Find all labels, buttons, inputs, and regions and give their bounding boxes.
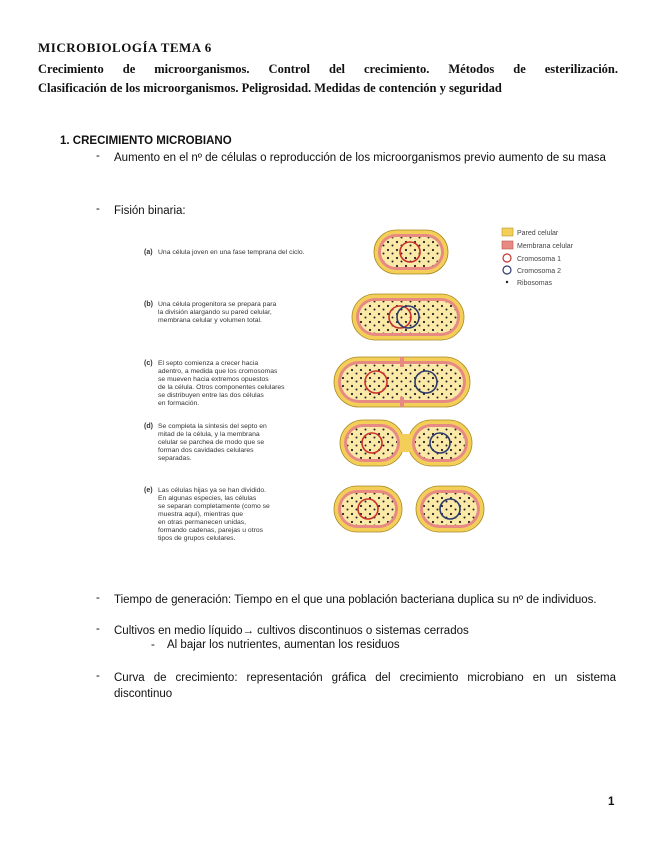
bullet-binary-fission: Fisión binaria: <box>114 205 186 217</box>
document-subtitle <box>38 60 618 98</box>
svg-text:(e): (e) <box>144 487 153 494</box>
svg-text:la división alargando su pared: la división alargando su pared celular, <box>158 309 272 316</box>
svg-text:(c): (c) <box>144 360 153 367</box>
svg-text:El septo comienza a crecer hac: El septo comienza a crecer hacia <box>158 360 259 367</box>
bullet-liquid-cultures: Cultivos en medio líquido→ cultivos discontinuos o sistemas cerrados <box>114 625 469 637</box>
step-b-text <box>144 301 276 324</box>
cell-step-a <box>374 230 448 274</box>
bullet-dash: - <box>96 623 100 635</box>
legend-membrane-swatch <box>502 241 513 249</box>
svg-text:(b): (b) <box>144 301 153 308</box>
bullet-growth-curve: Curva de crecimiento: representación gráfica del crecimiento microbiano en un sistema discontinuo <box>114 672 616 700</box>
bullet-dash: - <box>96 203 100 215</box>
svg-text:separadas.: separadas. <box>158 455 192 462</box>
svg-text:formando cadenas, parejas u ot: formando cadenas, parejas u otros <box>158 527 264 534</box>
binary-fission-figure <box>134 224 584 554</box>
svg-text:adentro, a medida que los crom: adentro, a medida que los cromosomas <box>158 368 278 375</box>
legend-chromosome1-label: Cromosoma 1 <box>517 256 561 263</box>
bullet-generation-time: Tiempo de generación: Tiempo en el que una población bacteriana duplica su nº de individuos. <box>114 594 597 606</box>
sub-bullet-dash: - <box>151 639 155 651</box>
svg-text:se mueven hacia extremos opues: se mueven hacia extremos opuestos <box>158 376 269 383</box>
subtitle-line-1: Crecimiento de microorganismos. Control del crecimiento. Métodos de esterilización. <box>38 62 618 76</box>
legend-ribosome-icon <box>506 281 508 283</box>
svg-text:forman dos cavidades celulares: forman dos cavidades celulares <box>158 447 254 454</box>
svg-text:Una célula progenitora se prep: Una célula progenitora se prepara para <box>158 301 277 308</box>
svg-text:se distribuyen entre las dos c: se distribuyen entre las dos células <box>158 392 264 399</box>
svg-text:de la célula. Otros componente: de la célula. Otros componentes celulares <box>158 384 285 391</box>
svg-text:Las células hijas ya se han di: Las células hijas ya se han dividido. <box>158 487 267 494</box>
bullet-dash: - <box>96 592 100 604</box>
legend-membrane-label: Membrana celular <box>517 243 574 250</box>
svg-text:Una célula joven en una fase t: Una célula joven en una fase temprana del ciclo. <box>158 249 305 256</box>
sub-bullet-nutrients: Al bajar los nutrientes, aumentan los residuos <box>167 639 400 651</box>
svg-text:membrana celular y volumen tot: membrana celular y volumen total. <box>158 317 262 324</box>
svg-text:mitad de la célula, y la membr: mitad de la célula, y la membrana <box>158 431 260 438</box>
cell-step-b <box>352 294 464 340</box>
section-heading: 1. CRECIMIENTO MICROBIANO <box>60 135 232 147</box>
bullet-growth-definition: Aumento en el nº de células o reproducción de los microorganismos previo aumento de su masa <box>114 152 606 164</box>
svg-text:se separan completamente (como: se separan completamente (como se <box>158 503 270 510</box>
svg-text:muestra aquí), mientras que: muestra aquí), mientras que <box>158 511 244 518</box>
legend-wall-label: Pared celular <box>517 230 559 237</box>
document-title: MICROBIOLOGÍA TEMA 6 <box>38 40 212 55</box>
subtitle-line-2: Clasificación de los microorganismos. Peligrosidad. Medidas de contención y seguridad <box>38 81 502 95</box>
legend-chromosome2-label: Cromosoma 2 <box>517 268 561 275</box>
svg-text:En algunas especies, las célul: En algunas especies, las células <box>158 495 257 502</box>
svg-text:tipos de grupos celulares.: tipos de grupos celulares. <box>158 535 236 542</box>
page-number: 1 <box>608 796 615 808</box>
svg-text:(d): (d) <box>144 423 153 430</box>
svg-text:Se completa la síntesis del se: Se completa la síntesis del septo en <box>158 423 267 430</box>
legend-ribosome-label: Ribosomas <box>517 280 553 287</box>
legend-wall-swatch <box>502 228 513 236</box>
step-a-text <box>144 249 305 256</box>
svg-text:en formación.: en formación. <box>158 400 200 407</box>
svg-text:celular se parchea de modo que: celular se parchea de modo que se <box>158 439 265 446</box>
cell-step-c <box>334 357 470 407</box>
bullet-dash: - <box>96 150 100 162</box>
bullet-dash: - <box>96 670 100 682</box>
svg-text:en otras permanecen unidas,: en otras permanecen unidas, <box>158 519 247 526</box>
svg-text:(a): (a) <box>144 249 153 256</box>
